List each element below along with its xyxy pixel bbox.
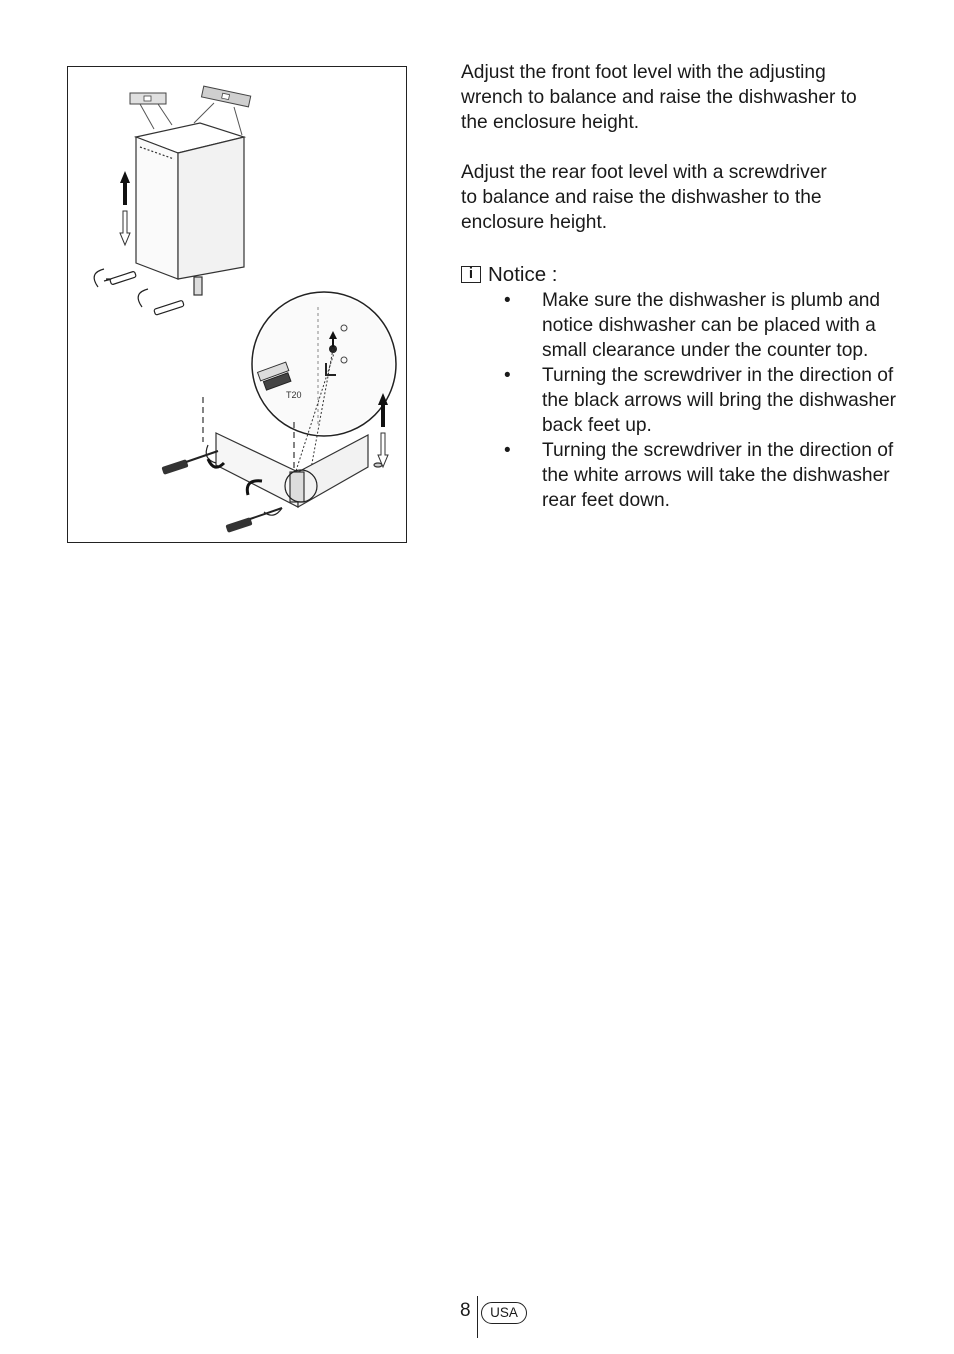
list-item-text: Turning the screwdriver in the direction of the black arrows will bring the dishwasher back feet up. (542, 365, 897, 436)
notice-list (461, 288, 901, 513)
list-item (461, 363, 901, 438)
instructions-column (461, 60, 901, 513)
spirit-level-right (201, 86, 250, 107)
list-item-text: Make sure the dishwasher is plumb and notice dishwasher can be placed with a small clearance under the counter top. (542, 290, 881, 361)
footer-divider (477, 1296, 478, 1338)
dishwasher-leveling-drawing (68, 67, 408, 544)
info-icon: i (461, 266, 481, 283)
list-item-text: Turning the screwdriver in the direction of the white arrows will take the dishwasher rear feet down. (542, 440, 894, 511)
spirit-level-left (130, 93, 166, 104)
torx-size-label: T20 (286, 390, 302, 400)
list-item (461, 438, 901, 513)
region-badge: USA (481, 1302, 527, 1324)
bullet-icon: • (504, 290, 511, 311)
height-arrows-right (378, 393, 388, 467)
dishwasher-upper (136, 123, 244, 295)
bullet-icon: • (504, 440, 511, 461)
page-footer (458, 1296, 538, 1338)
front-foot-paragraph: Adjust the front foot level with the adjusting wrench to balance and raise the dishwasher to the enclosure height. (461, 62, 857, 133)
notice-heading (461, 260, 901, 288)
notice-title: Notice : (488, 262, 558, 286)
height-arrows-left (120, 171, 130, 245)
installation-illustration (67, 66, 407, 543)
bullet-icon: • (504, 365, 511, 386)
list-item (461, 288, 901, 363)
magnifier-detail (248, 292, 398, 437)
rear-foot-paragraph: Adjust the rear foot level with a screwdriver to balance and raise the dishwasher to the enclosure height. (461, 162, 827, 233)
page-number: 8 (460, 1300, 471, 1321)
